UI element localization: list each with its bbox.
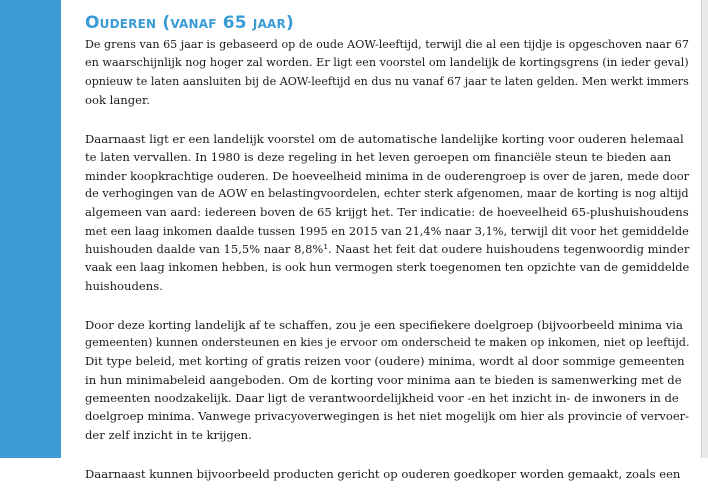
paragraph-cheaper-products <box>85 465 685 483</box>
paragraph-national-proposal <box>85 130 690 295</box>
section-heading: Ouderen (vanaf 65 jaar) <box>85 13 294 33</box>
page-edge <box>701 0 708 458</box>
text-line: minder koopkrachtige ouderen. De hoeveelheid minima in de ouderengroep is over de jaren, mede door <box>85 168 690 183</box>
text-line: de verhogingen van de AOW en belastingvoordelen, echter sterk afgenomen, maar de korting is nog altijd <box>85 187 689 201</box>
text-line: met een laag inkomen daalde tussen 1995 en 2015 van 21,4% naar 3,1%, terwijl dit voor het gemiddelde <box>85 223 689 238</box>
text-line: gemeenten noodzakelijk. Daar ligt de verantwoordelijkheid voor -en het inzicht in- de inwoners in de <box>85 391 679 406</box>
document-body <box>85 12 690 504</box>
text-line: Daarnaast kunnen bijvoorbeeld producten gericht op ouderen goedkoper worden gemaakt, zoals een <box>85 466 681 481</box>
text-line: en waarschijnlijk nog hoger zal worden. Er ligt een voorstel om landelijk de kortingsgrens (in ieder geval) <box>85 56 689 70</box>
text-line: ook langer. <box>85 92 150 107</box>
text-line: huishouden daalde van 15,5% naar 8,8%¹. Naast het feit dat oudere huishoudens tegenwoordig minder <box>85 241 690 256</box>
text-line: der zelf inzicht in te krijgen. <box>85 427 252 442</box>
text-line: doelgroep minima. Vanwege privacyoverwegingen is het niet mogelijk om hier als provincie of vervoer- <box>85 409 690 424</box>
paragraph-aow-age <box>85 36 689 109</box>
text-line: Daarnaast ligt er een landelijk voorstel om de automatische landelijke korting voor ouderen helemaal <box>85 132 684 147</box>
text-line: huishoudens. <box>85 278 163 293</box>
left-margin-bar <box>0 0 61 458</box>
text-line: algemeen van aard: iedereen boven de 65 krijgt het. Ter indicatie: de hoeveelheid 65-plushuishoudens <box>85 205 689 220</box>
text-line: De grens van 65 jaar is gebaseerd op de oude AOW-leeftijd, terwijl die al een tijdje is opgeschoven naar 67 <box>85 38 689 51</box>
text-line: te laten vervallen. In 1980 is deze regeling in het leven geroepen om financiële steun te bieden aan <box>85 150 672 165</box>
paragraph-targeted-discount <box>85 316 690 444</box>
text-line: gemeenten) kunnen ondersteunen en kies je ervoor om onderscheid te maken op inkomen, niet op leeftijd. <box>85 336 690 350</box>
text-line: vaak een laag inkomen hebben, is ook hun vermogen sterk toegenomen ten opzichte van de gemiddelde <box>85 260 690 275</box>
text-line: Door deze korting landelijk af te schaffen, zou je een specifiekere doelgroep (bijvoorbeeld minima via <box>85 317 683 332</box>
text-line: opnieuw te laten aansluiten bij de AOW-leeftijd en dus nu vanaf 67 jaar te laten gelden. Men werkt immers <box>85 74 689 88</box>
text-line: Dit type beleid, met korting of gratis reizen voor (oudere) minima, wordt al door sommige gemeenten <box>85 354 685 369</box>
text-line: in hun minimabeleid aangeboden. Om de korting voor minima aan te bieden is samenwerking met de <box>85 372 682 387</box>
